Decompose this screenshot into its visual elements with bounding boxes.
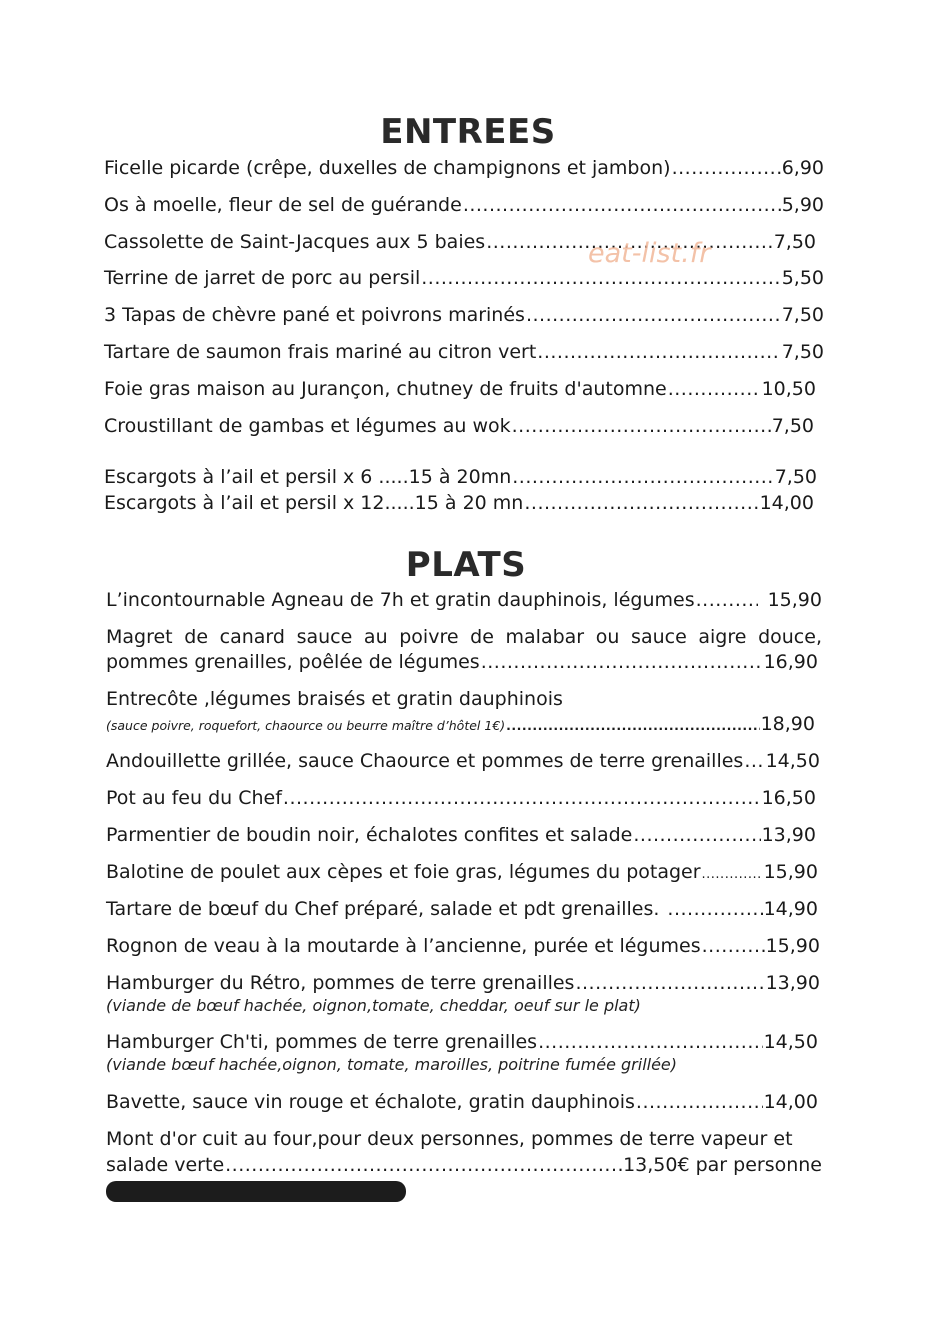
plat-item (106, 860, 818, 887)
dot-leader (526, 303, 781, 327)
item-price: 16,90 (763, 651, 818, 673)
dot-leader (702, 863, 763, 887)
plat-item (106, 934, 820, 958)
dot-leader (696, 588, 758, 612)
item-price: 14,90 (763, 898, 818, 920)
item-name: Parmentier de boudin noir, échalotes confites et salade (106, 824, 633, 846)
item-price: 14,00 (759, 492, 814, 514)
item-price: 15,90 (767, 589, 822, 611)
plat-item (106, 897, 818, 921)
item-price: 13,50€ par personne (623, 1154, 822, 1176)
item-price: 13,90 (761, 824, 816, 846)
item-name: Escargots à l’ail et persil x 6 .....15 à 20mn (104, 466, 512, 488)
plat-item (106, 1090, 818, 1114)
entree-item (104, 491, 814, 515)
dot-leader (633, 823, 760, 847)
item-name: Tartare de saumon frais mariné au citron vert (104, 341, 537, 363)
dot-leader (225, 1153, 622, 1177)
item-name: Rognon de veau à la moutarde à l’ancienne, purée et légumes (106, 935, 701, 957)
plat-item (106, 749, 820, 773)
item-price: 7,50 (781, 304, 824, 326)
item-price: 18,90 (760, 713, 815, 735)
item-price: 6,90 (781, 157, 824, 179)
dot-leader (283, 786, 761, 810)
item-name: Cassolette de Saint-Jacques aux 5 baies (104, 231, 486, 253)
entree-item (104, 340, 824, 364)
item-price: 14,50 (765, 750, 820, 772)
dot-leader (463, 193, 781, 217)
item-price: 13,90 (765, 972, 820, 994)
item-name: Pot au feu du Chef (106, 787, 282, 809)
item-name: Hamburger du Rétro, pommes de terre grenailles (106, 972, 575, 994)
dot-leader (538, 1030, 763, 1054)
item-price: 5,50 (781, 267, 824, 289)
item-name: Balotine de poulet aux cèpes et foie gras, légumes du potager (106, 861, 701, 883)
item-price: 5,90 (781, 194, 824, 216)
item-name: L’incontournable Agneau de 7h et gratin dauphinois, légumes (106, 589, 695, 611)
dot-leader (636, 1090, 763, 1114)
item-name: Foie gras maison au Jurançon, chutney de fruits d'automne (104, 378, 667, 400)
item-price: 7,50 (771, 415, 814, 437)
dot-leader (421, 266, 780, 290)
plat-item (106, 786, 816, 810)
item-price: 7,50 (774, 466, 817, 488)
item-name: Tartare de bœuf du Chef préparé, salade et pdt grenailles. (106, 898, 660, 920)
item-name: Andouillette grillée, sauce Chaource et pommes de terre grenailles (106, 750, 744, 772)
entree-item (104, 156, 824, 180)
plat-item-desc-line: Mont d'or cuit au four,pour deux personnes, pommes de terre vapeur et (106, 1128, 793, 1150)
item-name: Ficelle picarde (crêpe, duxelles de champignons et jambon) (104, 157, 671, 179)
dot-leader (667, 897, 762, 921)
entree-item (104, 193, 824, 217)
redaction-bar (106, 1181, 406, 1202)
item-price: 14,50 (763, 1031, 818, 1053)
item-name: Bavette, sauce vin rouge et échalote, gratin dauphinois (106, 1091, 635, 1113)
dot-leader (537, 340, 780, 364)
dot-leader (512, 414, 771, 438)
watermark: eat-list.fr (588, 238, 711, 269)
dot-leader (575, 971, 764, 995)
item-name: 3 Tapas de chèvre pané et poivrons marinés (104, 304, 525, 326)
entrees-title: ENTREES (380, 112, 556, 152)
plats-title: PLATS (405, 545, 527, 585)
plat-item (106, 971, 820, 995)
entree-item (104, 414, 814, 438)
dot-leader (524, 491, 758, 515)
dot-leader (481, 650, 763, 674)
item-price: 7,50 (773, 231, 816, 253)
entree-item (104, 266, 824, 290)
plat-item-desc-line: Magret de canard sauce au poivre de malabar ou sauce aigre douce, (106, 626, 822, 648)
item-note: (sauce poivre, roquefort, chaource ou beurre maître d’hôtel 1€) (106, 718, 506, 733)
item-name: salade verte (106, 1154, 225, 1176)
item-name: Escargots à l’ail et persil x 12.....15 à 20 mn (104, 492, 524, 514)
entree-item (104, 377, 816, 401)
plat-item (106, 823, 816, 847)
item-name: Croustillant de gambas et légumes au wok (104, 415, 511, 437)
item-price: 15,90 (763, 861, 818, 883)
item-name: pommes grenailles, poêlée de légumes (106, 651, 480, 673)
dot-leader (672, 156, 781, 180)
item-note: (viande de bœuf hachée, oignon,tomate, cheddar, oeuf sur le plat) (106, 996, 641, 1015)
dot-leader (506, 714, 759, 738)
entree-item (104, 465, 817, 489)
plat-item (106, 650, 818, 674)
plat-item (106, 1153, 822, 1177)
plat-item (106, 712, 815, 738)
item-name: Os à moelle, fleur de sel de guérande (104, 194, 462, 216)
item-name: Terrine de jarret de porc au persil (104, 267, 421, 289)
item-price: 15,90 (765, 935, 820, 957)
item-name: Hamburger Ch'ti, pommes de terre grenailles (106, 1031, 538, 1053)
item-note: (viande bœuf hachée,oignon, tomate, maroilles, poitrine fumée grillée) (106, 1055, 678, 1074)
item-price: 7,50 (781, 341, 824, 363)
dot-leader (668, 377, 761, 401)
item-price: 14,00 (763, 1091, 818, 1113)
item-price: 10,50 (761, 378, 816, 400)
plat-item (106, 1030, 818, 1054)
plat-item-title: Entrecôte ,légumes braisés et gratin dauphinois (106, 688, 563, 710)
entree-item (104, 303, 824, 327)
plat-item (106, 588, 822, 612)
dot-leader (744, 749, 764, 773)
item-price: 16,50 (761, 787, 816, 809)
dot-leader (512, 465, 773, 489)
dot-leader (702, 934, 765, 958)
